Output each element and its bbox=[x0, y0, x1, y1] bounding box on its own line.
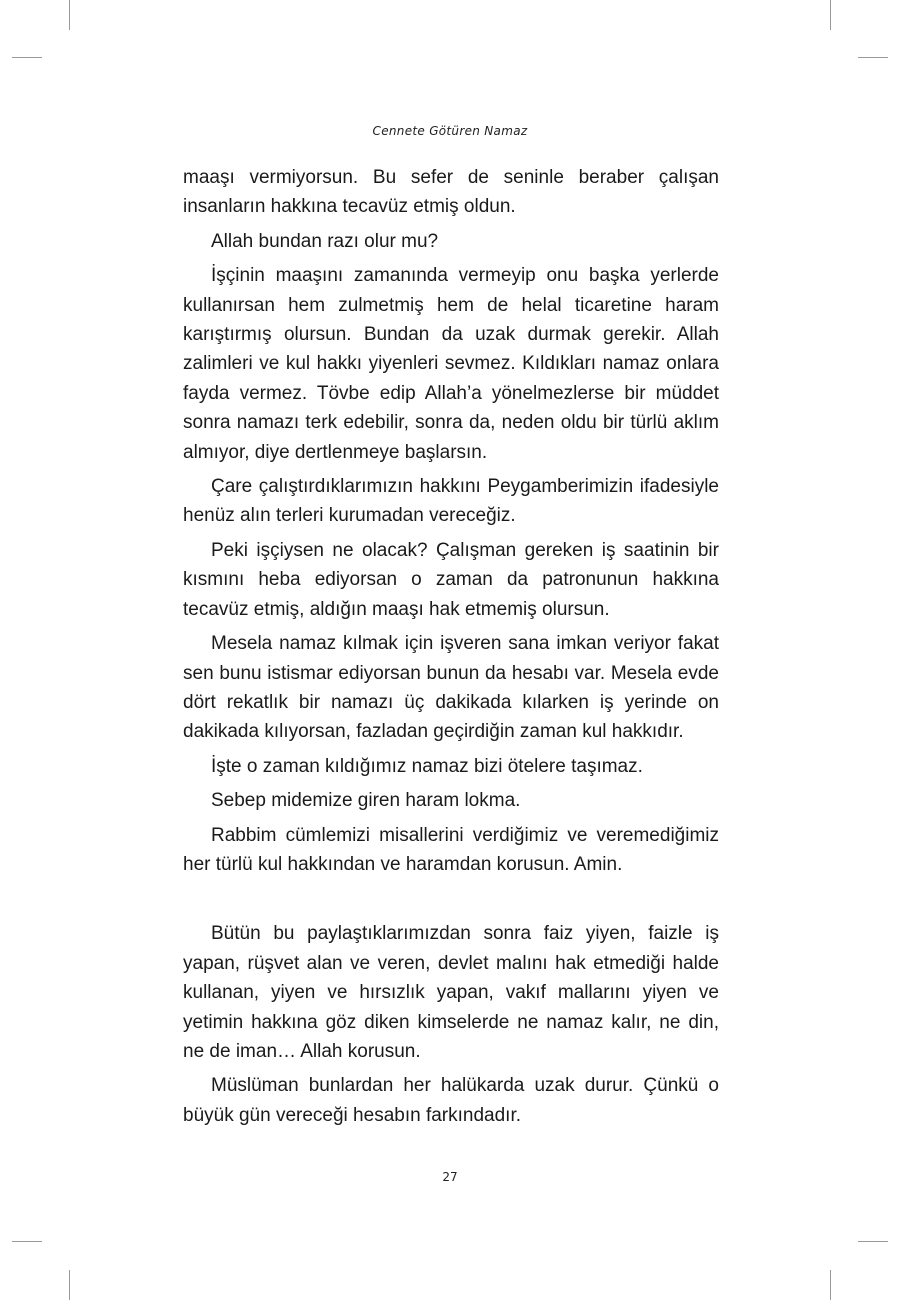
page-number: 27 bbox=[442, 1170, 458, 1184]
crop-mark-top-right-vertical bbox=[830, 0, 831, 30]
paragraph: Bütün bu paylaştıklarımızdan sonra faiz yiyen, faizle iş yapan, rüşvet alan ve veren, devlet malını hak etmediği halde kullanan, yiyen ve hırsızlık yapan, vakıf mallarını yiyen ve yetimin hakkına göz diken kimselerde ne namaz kalır, ne din, ne de iman… Allah korusun. bbox=[183, 923, 719, 1062]
paragraph: İşçinin maaşını zamanında vermeyip onu başka yerlerde kullanırsan hem zulmetmiş hem de helal ticaretine haram karıştırmış olursun. Bundan da uzak durmak gerekir. Allah zalimleri ve kul hakkı yiyenleri sevmez. Kıldıkları namaz onlara fayda vermez. Tövbe edip Allah’a yönelmezlerse bir müddet sonra namazı terk edebilir, sonra da, neden oldu bir türlü aklım almıyor, diye dertlenmeye başlarsın. bbox=[183, 265, 719, 463]
paragraph: İşte o zaman kıldığımız namaz bizi ötelere taşımaz. bbox=[211, 755, 643, 777]
crop-mark-bottom-left-vertical bbox=[69, 1270, 70, 1300]
section-break bbox=[183, 884, 719, 919]
paragraph: Mesela namaz kılmak için işveren sana imkan veriyor fakat sen bunu istismar ediyorsan bunun da hesabı var. Mesela evde dört rekatlık bir namazı üç dakikada kılarken iş yerinde on dakikada kılıyorsan, fazladan geçirdiğin zaman kul hakkıdır. bbox=[183, 633, 719, 743]
running-head: Cennete Götüren Namaz bbox=[372, 124, 528, 138]
paragraph: Rabbim cümlemizi misallerini verdiğimiz ve veremediğimiz her türlü kul hakkından ve haramdan korusun. Amin. bbox=[183, 824, 719, 875]
crop-mark-bottom-right-vertical bbox=[830, 1270, 831, 1300]
paragraph: maaşı vermiyorsun. Bu sefer de seninle beraber çalışan insanların hakkına tecavüz etmiş oldun. bbox=[183, 167, 719, 218]
body-text bbox=[183, 163, 719, 1135]
paragraph: Çare çalıştırdıklarımızın hakkını Peygamberimizin ifadesiyle henüz alın terleri kurumadan vereceğiz. bbox=[183, 476, 719, 527]
paragraph: Allah bundan razı olur mu? bbox=[211, 230, 439, 252]
crop-mark-bottom-right-horizontal bbox=[858, 1241, 888, 1242]
crop-mark-bottom-left-horizontal bbox=[12, 1241, 42, 1242]
paragraph: Sebep midemize giren haram lokma. bbox=[211, 790, 521, 812]
crop-mark-top-left-horizontal bbox=[12, 57, 42, 58]
crop-mark-top-right-horizontal bbox=[858, 57, 888, 58]
paragraph: Müslüman bunlardan her halükarda uzak durur. Çünkü o büyük gün vereceği hesabın farkındadır. bbox=[183, 1075, 719, 1126]
paragraph: Peki işçiysen ne olacak? Çalışman gereken iş saatinin bir kısmını heba ediyorsan o zaman da patronunun hakkına tecavüz etmiş, aldığın maaşı hak etmemiş olursun. bbox=[183, 539, 719, 620]
crop-mark-top-left-vertical bbox=[69, 0, 70, 30]
